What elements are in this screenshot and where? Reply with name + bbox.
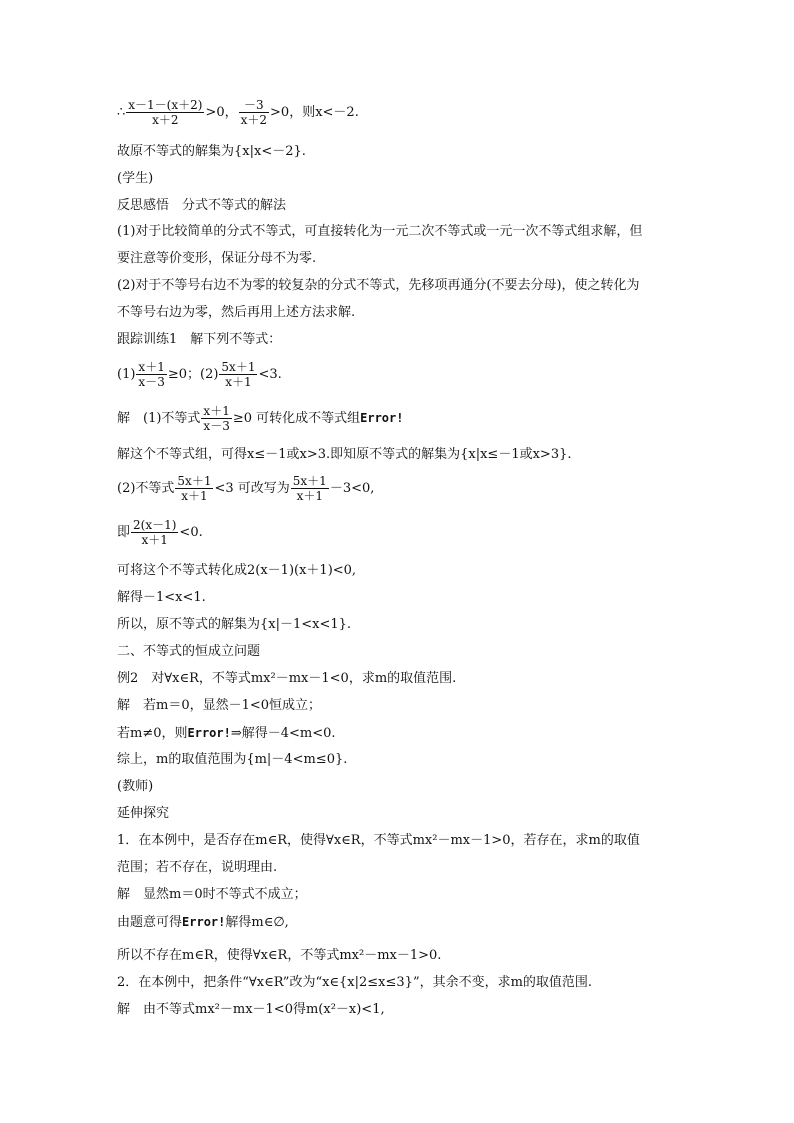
text: <3 可改写为 xyxy=(214,481,290,496)
text: －3<0, xyxy=(329,481,375,496)
text: 由题意可得 xyxy=(117,915,183,930)
line-23: (教师) xyxy=(117,779,154,794)
fraction-numerator: －3 xyxy=(239,98,269,113)
fraction xyxy=(131,518,178,547)
fraction-denominator: x＋1 xyxy=(296,489,323,503)
line-30: 2．在本例中，把条件“∀x∈R”改为“x∈{x|2≤x≤3}”，其余不变，求m的取值范围. xyxy=(117,975,593,990)
line-14 xyxy=(117,518,687,547)
line-31: 解 由不等式mx²－mx－1<0得m(x²－x)<1, xyxy=(117,1002,385,1017)
section-heading: 二、不等式的恒成立问题 xyxy=(117,644,261,659)
fraction xyxy=(291,474,329,503)
exercise-heading: 跟踪训练1 解下列不等式： xyxy=(117,332,282,347)
line-25: 1．在本例中，是否存在m∈R，使得∀x∈R，不等式mx²－mx－1>0，若存在，求m的取值 xyxy=(117,833,640,848)
line-21 xyxy=(117,723,687,744)
line-13 xyxy=(117,474,687,503)
fraction-2 xyxy=(239,98,269,127)
fraction-denominator: x－3 xyxy=(203,419,230,433)
text: ≥0；(2) xyxy=(167,367,219,382)
fraction xyxy=(136,360,166,389)
line-7: (2)对于不等号右边不为零的较复杂的分式不等式，先移项再通分(不要去分母)，使之转化为 xyxy=(117,278,640,293)
fraction-numerator: x－1－(x＋2) xyxy=(128,98,203,112)
line-20: 解 若m＝0，显然－1<0恒成立； xyxy=(117,698,322,713)
line-15: 可将这个不等式转化成2(x－1)(x＋1)<0, xyxy=(117,563,357,578)
fraction-denominator: x＋1 xyxy=(225,375,252,389)
text: >0， xyxy=(205,105,238,120)
line-16: 解得－1<x<1. xyxy=(117,590,206,605)
fraction-denominator: x＋1 xyxy=(141,533,168,547)
fraction-numerator: 5x＋1 xyxy=(177,474,212,488)
line-5: (1)对于比较简单的分式不等式，可直接转化为一元二次不等式或一元一次不等式组求解，但 xyxy=(117,224,643,239)
fraction-1 xyxy=(126,98,204,127)
line-28 xyxy=(117,912,687,933)
line-27: 解 显然m＝0时不等式不成立； xyxy=(117,887,307,902)
text: ≥0 可转化成不等式组 xyxy=(232,411,361,426)
line-1 xyxy=(117,98,687,127)
text: 解得m∈∅, xyxy=(225,915,289,930)
line-22: 综上，m的取值范围为{m|－4<m≤0}. xyxy=(117,752,348,767)
text: (1) xyxy=(117,367,136,382)
line-10 xyxy=(117,360,687,389)
fraction-denominator: x－3 xyxy=(138,375,165,389)
line-26: 范围；若不存在，说明理由. xyxy=(117,860,278,875)
fraction-denominator: x＋1 xyxy=(181,489,208,503)
line-17: 所以，原不等式的解集为{x|－1<x<1}. xyxy=(117,617,352,632)
text: 即 xyxy=(117,525,131,540)
fraction-numerator: 5x＋1 xyxy=(292,474,327,488)
line-3: (学生) xyxy=(117,171,154,186)
error-placeholder: Error! xyxy=(182,915,226,929)
text: 若m≠0，则 xyxy=(117,726,188,741)
error-placeholder: Error! xyxy=(360,411,404,425)
fraction-denominator: x＋2 xyxy=(240,113,268,127)
line-29: 所以不存在m∈R，使得∀x∈R，不等式mx²－mx－1>0. xyxy=(117,948,442,963)
example-heading: 例2 对∀x∈R，不等式mx²－mx－1<0，求m的取值范围. xyxy=(117,671,457,686)
text: <3. xyxy=(258,367,282,382)
error-placeholder: Error! xyxy=(187,726,231,740)
line-8: 不等号右边为零，然后再用上述方法求解. xyxy=(117,305,356,320)
section-heading: 延伸探究 xyxy=(117,806,170,821)
fraction-denominator: x＋2 xyxy=(152,113,179,127)
line-11 xyxy=(117,404,687,433)
fraction xyxy=(201,404,231,433)
line-6: 要注意等价变形，保证分母不为零. xyxy=(117,251,317,266)
text: (2)不等式 xyxy=(117,481,175,496)
fraction-numerator: 5x＋1 xyxy=(221,360,256,374)
section-heading: 反思感悟 分式不等式的解法 xyxy=(117,198,287,213)
fraction-numerator: x＋1 xyxy=(138,360,165,374)
text: <0. xyxy=(179,525,203,540)
fraction-numerator: 2(x－1) xyxy=(133,518,177,532)
text: >0，则x<－2. xyxy=(270,105,359,120)
fraction xyxy=(219,360,257,389)
text: ⇒解得－4<m<0. xyxy=(230,726,336,741)
text: 解 (1)不等式 xyxy=(117,411,201,426)
fraction xyxy=(175,474,213,503)
fraction-numerator: x＋1 xyxy=(203,404,230,418)
line-12: 解这个不等式组，可得x≤－1或x>3.即知原不等式的解集为{x|x≤－1或x>3}. xyxy=(117,447,572,462)
line-2: 故原不等式的解集为{x|x<－2}. xyxy=(117,144,306,159)
therefore-symbol: ∴ xyxy=(117,105,126,120)
